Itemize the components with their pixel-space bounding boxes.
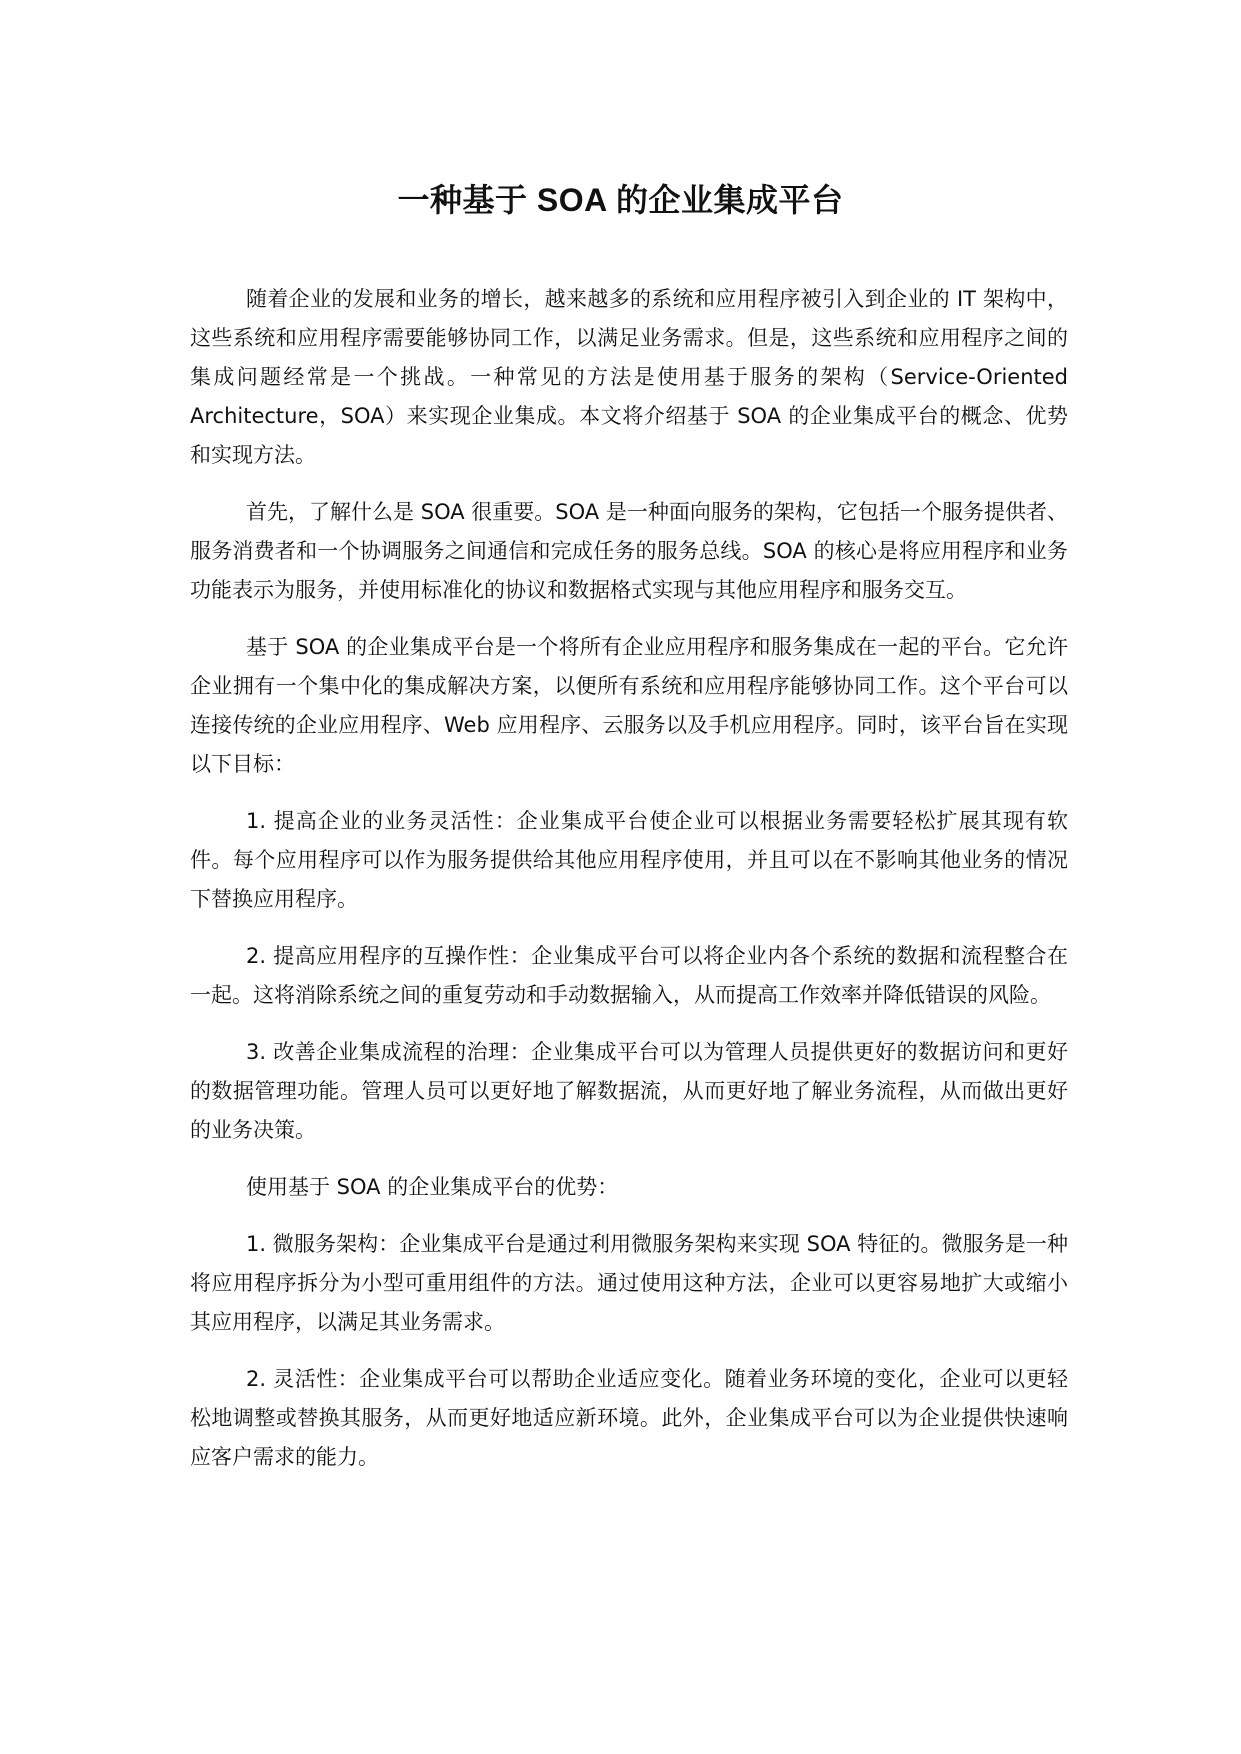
paragraph-advantage-1: 1. 微服务架构：企业集成平台是通过利用微服务架构来实现 SOA 特征的。微服务是一种将应用程序拆分为小型可重用组件的方法。通过使用这种方法，企业可以更容易地扩大或缩小其应用程序，以满足其业务需求。 — [190, 1232, 1068, 1334]
paragraph-advantage-2: 2. 灵活性：企业集成平台可以帮助企业适应变化。随着业务环境的变化，企业可以更轻松地调整或替换其服务，从而更好地适应新环境。此外，企业集成平台可以为企业提供快速响应客户需求的能力。 — [190, 1367, 1068, 1469]
document-title: 一种基于 SOA 的企业集成平台 — [397, 182, 844, 218]
paragraph-what-is-soa: 首先，了解什么是 SOA 很重要。SOA 是一种面向服务的架构，它包括一个服务提供者、服务消费者和一个协调服务之间通信和完成任务的服务总线。SOA 的核心是将应用程序和业务功能表示为服务，并使用标准化的协议和数据格式实现与其他应用程序和服务交互。 — [190, 500, 1068, 602]
document-body — [190, 280, 1068, 1495]
paragraph-advantages-heading: 使用基于 SOA 的企业集成平台的优势： — [246, 1175, 619, 1199]
paragraph-intro: 随着企业的发展和业务的增长，越来越多的系统和应用程序被引入到企业的 IT 架构中，这些系统和应用程序需要能够协同工作，以满足业务需求。但是，这些系统和应用程序之间的集成问题经常是一个挑战。一种常见的方法是使用基于服务的架构（Service-Oriented Architecture，SOA）来实现企业集成。本文将介绍基于 SOA 的企业集成平台的概念、优势和实现方法。 — [190, 287, 1068, 467]
paragraph-goal-3: 3. 改善企业集成流程的治理：企业集成平台可以为管理人员提供更好的数据访问和更好的数据管理功能。管理人员可以更好地了解数据流，从而更好地了解业务流程，从而做出更好的业务决策。 — [190, 1040, 1068, 1142]
paragraph-goal-1: 1. 提高企业的业务灵活性：企业集成平台使企业可以根据业务需要轻松扩展其现有软件。每个应用程序可以作为服务提供给其他应用程序使用，并且可以在不影响其他业务的情况下替换应用程序。 — [190, 809, 1068, 911]
paragraph-goal-2: 2. 提高应用程序的互操作性：企业集成平台可以将企业内各个系统的数据和流程整合在一起。这将消除系统之间的重复劳动和手动数据输入，从而提高工作效率并降低错误的风险。 — [190, 944, 1068, 1007]
paragraph-platform: 基于 SOA 的企业集成平台是一个将所有企业应用程序和服务集成在一起的平台。它允许企业拥有一个集中化的集成解决方案，以便所有系统和应用程序能够协同工作。这个平台可以连接传统的企业应用程序、Web 应用程序、云服务以及手机应用程序。同时，该平台旨在实现以下目标： — [190, 635, 1068, 776]
